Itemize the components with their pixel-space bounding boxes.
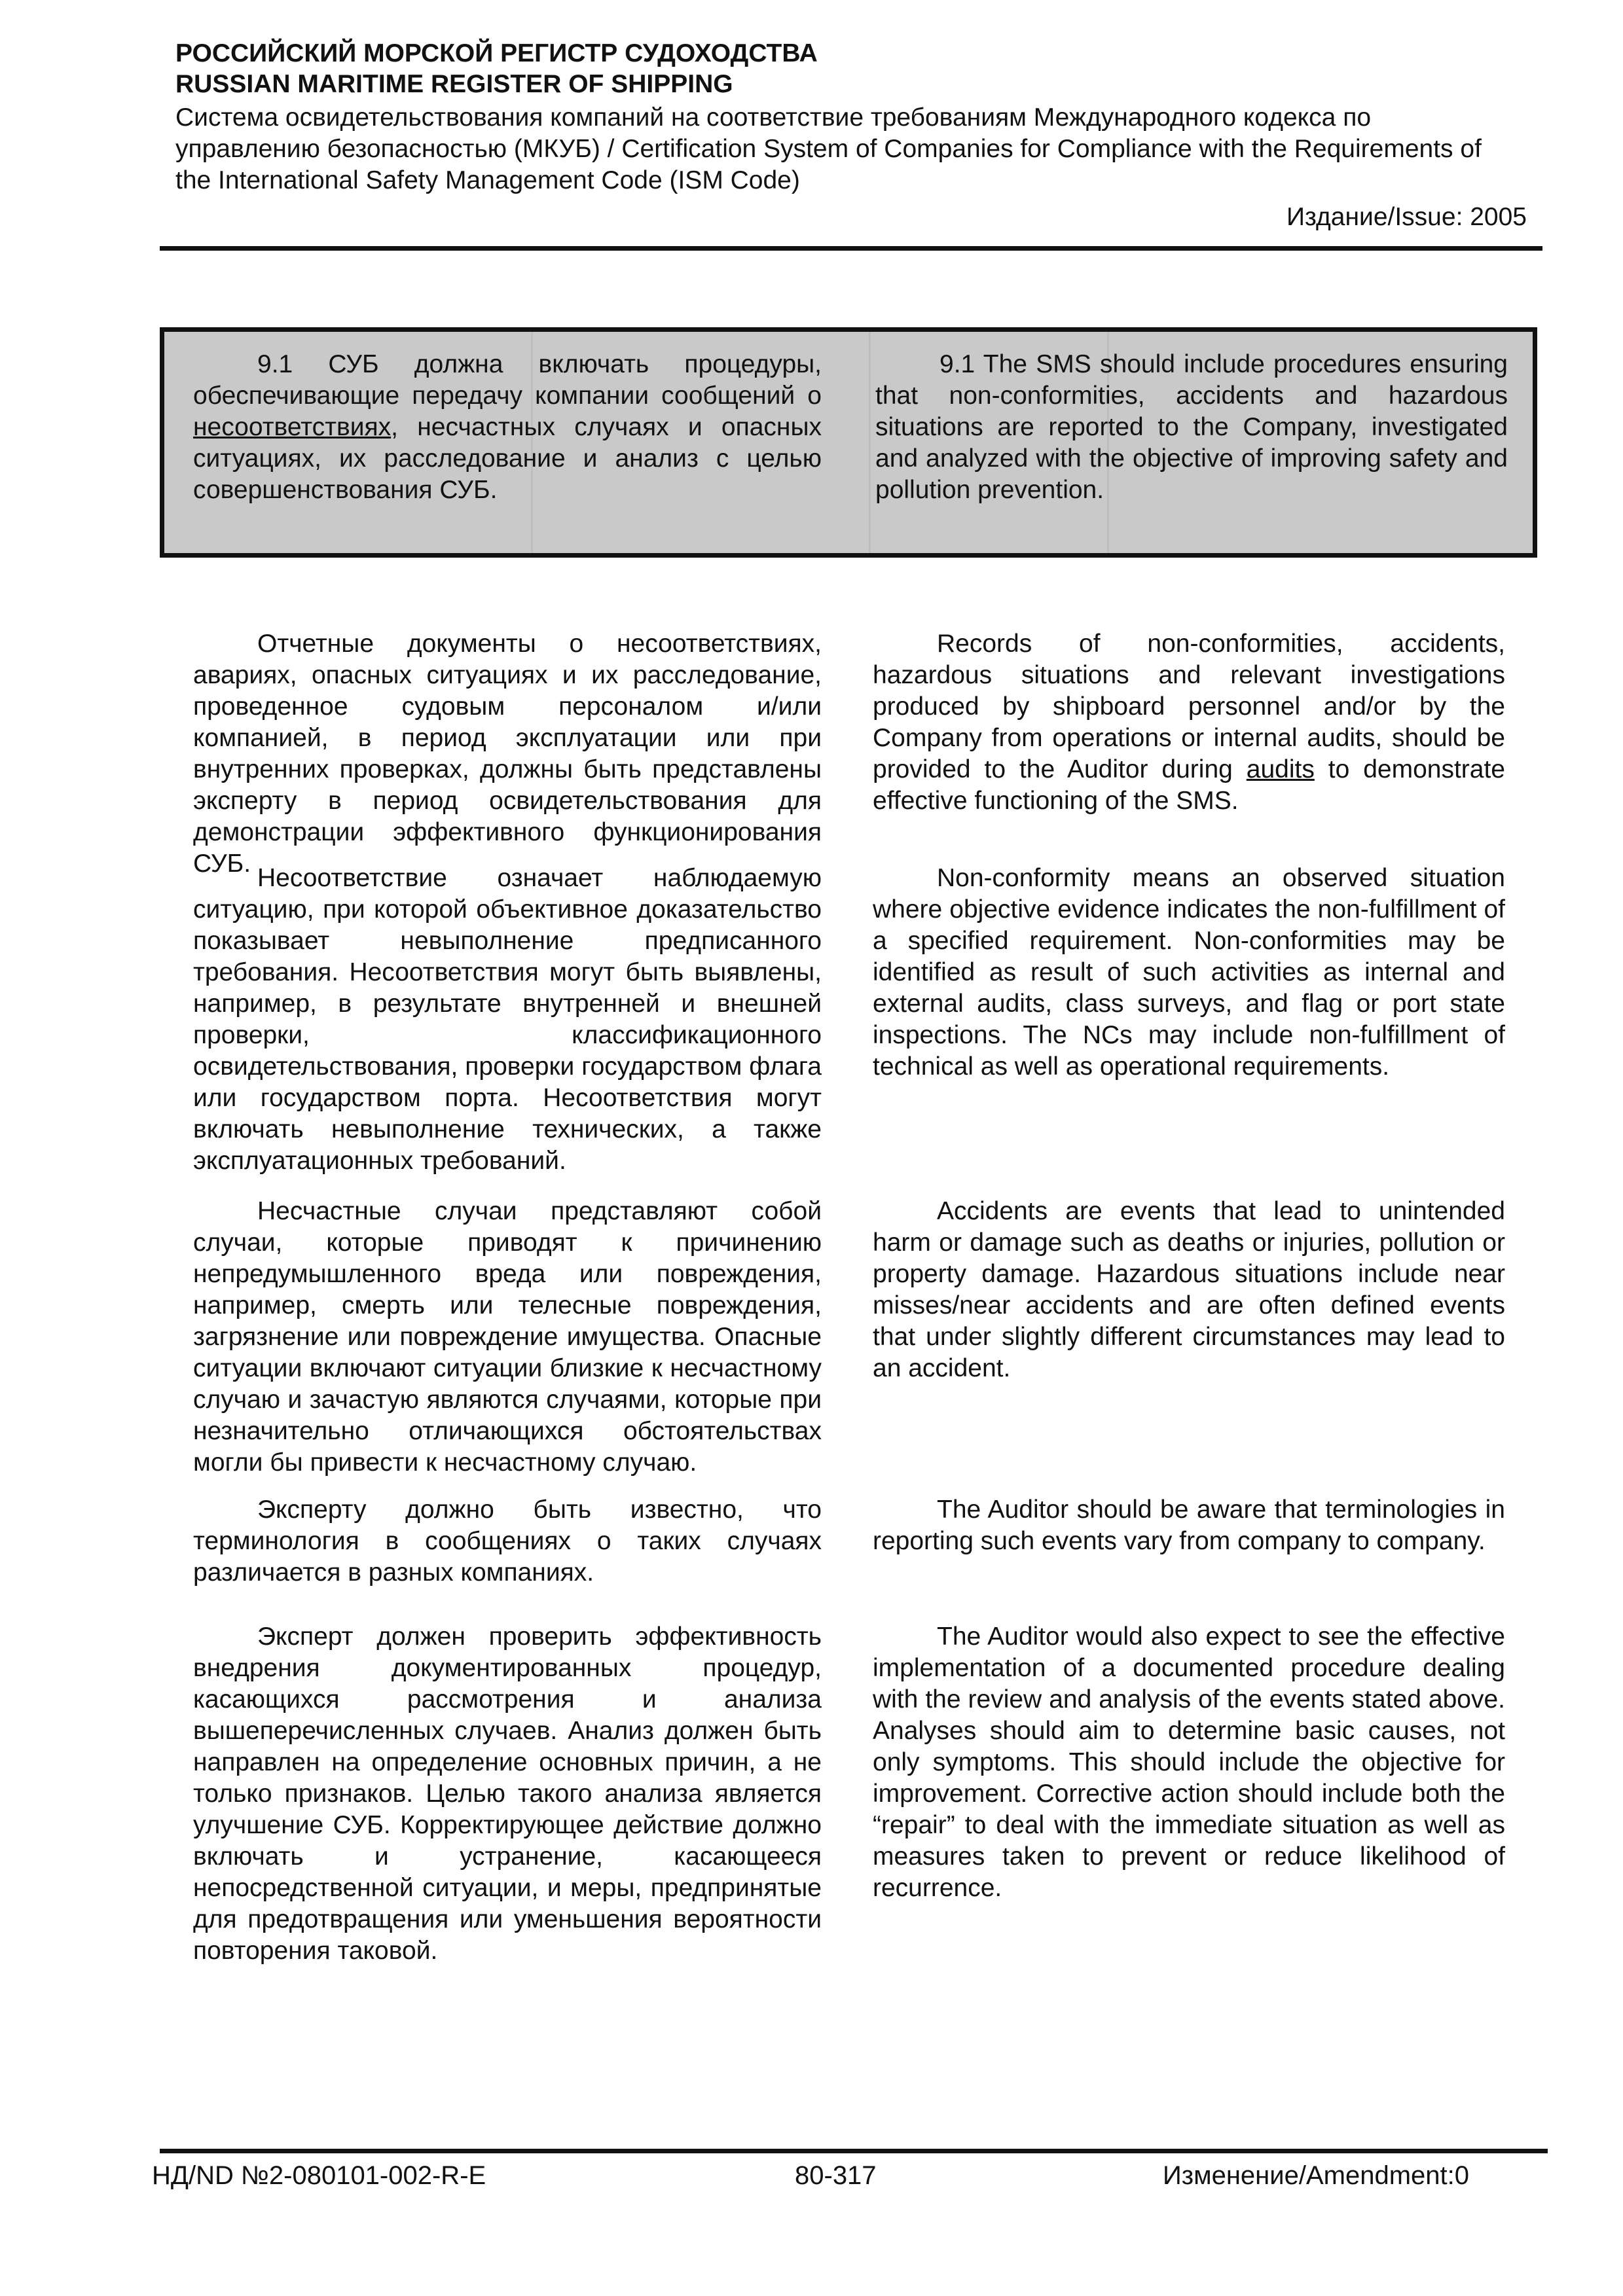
header-description: Система освидетельствования компаний на соответствие требованиям Международного кодекса по управлению безопасностью (МКУБ) / Certification System of Companies for Compliance with the Requirements of the International Safety Management Code (ISM Code) [175,103,1482,194]
requirement-box [160,327,1537,558]
header-title-en: RUSSIAN MARITIME REGISTER OF SHIPPING [175,70,733,98]
footer-doc-number: НД/ND №2-080101-002-R-E [152,2161,486,2190]
en-records-text-end: to demonstrate effective functioning of the SMS. [873,755,1505,815]
requirement-ru-text: 9.1 СУБ должна включать процедуры, обеспечивающие передачу компании сообщений о [193,350,822,410]
footer-amendment: Изменение/Amendment:0 [1163,2161,1469,2190]
en-records-underlined: audits [1246,755,1315,783]
ru-paragraph-nonconformity: Несоответствие означает наблюдаемую ситуацию, при которой объективное доказательство показывает невыполнение предписанного требования. Несоответствия могут быть выявлены, например, в результате внутренней и внешней проверки, классификационного освидетельствования, проверки государством флага или государством порта. Несоответствия могут включать невыполнение технических, а также эксплуатационных требований. [193,864,822,1175]
footer-page-number: 80-317 [795,2161,877,2190]
requirement-ru [193,349,822,506]
ru-paragraph-terminology: Эксперту должно быть известно, что терминология в сообщениях о таких случаях различается в разных компаниях. [193,1496,822,1587]
header-divider [160,246,1542,251]
en-paragraph-nonconformity: Non-conformity means an observed situation where objective evidence indicates the non-fulfillment of a specified requirement. Non-conformities may be identified as result of such activities as internal and external audits, class surveys, and flag or port state inspections. The NCs may include non-fulfillment of technical as well as operational requirements. [873,864,1505,1081]
footer-divider [160,2149,1548,2153]
requirement-ru-underlined: несоответствиях [193,413,392,441]
box-texture-line [869,332,871,553]
en-records-text: Records of non-conformities, accidents, hazardous situations and relevant investigations produced by shipboard personnel and/or by the Company from operations or internal audits, should be provided to the Auditor during [873,630,1505,783]
header-issue: Издание/Issue: 2005 [1286,203,1527,231]
requirement-en: 9.1 The SMS should include procedures ensuring that non-conformities, accidents and hazardous situations are reported to the Company, investigated and analyzed with the objective of improving safety and pollution prevention. [875,350,1508,504]
header-title-ru: РОССИЙСКИЙ МОРСКОЙ РЕГИСТР СУДОХОДСТВА [175,39,818,67]
en-paragraph-accidents: Accidents are events that lead to unintended harm or damage such as deaths or injuries, pollution or property damage. Hazardous situations include near misses/near accidents and are often defined events that under slightly different circumstances may lead to an accident. [873,1197,1505,1382]
en-paragraph-records [873,628,1505,817]
document-header [175,38,1527,233]
requirement-ru-text-end: , несчастных случаях и опасных ситуациях, их расследование и анализ с целью совершенствования СУБ. [193,413,822,504]
ru-paragraph-records: Отчетные документы о несоответствиях, авариях, опасных ситуациях и их расследование, проведенное судовым персоналом и/или компанией, в период эксплуатации или при внутренних проверках, должны быть представлены эксперту в период освидетельствования для демонстрации эффективного функционирования СУБ. [193,630,822,878]
en-paragraph-procedures: The Auditor would also expect to see the effective implementation of a documented procedure dealing with the review and analysis of the events stated above. Analyses should aim to determine basic causes, not only symptoms. This should include the objective for improvement. Corrective action should include both the “repair” to deal with the immediate situation as well as measures taken to prevent or reduce likelihood of recurrence. [873,1623,1505,1902]
ru-paragraph-procedures: Эксперт должен проверить эффективность внедрения документированных процедур, касающихся рассмотрения и анализа вышеперечисленных случаев. Анализ должен быть направлен на определение основных причин, а не только признаков. Целью такого анализа является улучшение СУБ. Корректирующее действие должно включать и устранение, касающееся непосредственной ситуации, и меры, предпринятые для предотвращения или уменьшения вероятности повторения таковой. [193,1623,822,1965]
en-paragraph-terminology: The Auditor should be aware that terminologies in reporting such events vary from company to company. [873,1496,1505,1555]
ru-paragraph-accidents: Несчастные случаи представляют собой случаи, которые приводят к причинению непредумышленного вреда или повреждения, например, смерть или телесные повреждения, загрязнение или повреждение имущества. Опасные ситуации включают ситуации близкие к несчастному случаю и зачастую являются случаями, которые при незначительно отличающихся обстоятельствах могли бы привести к несчастному случаю. [193,1197,822,1477]
